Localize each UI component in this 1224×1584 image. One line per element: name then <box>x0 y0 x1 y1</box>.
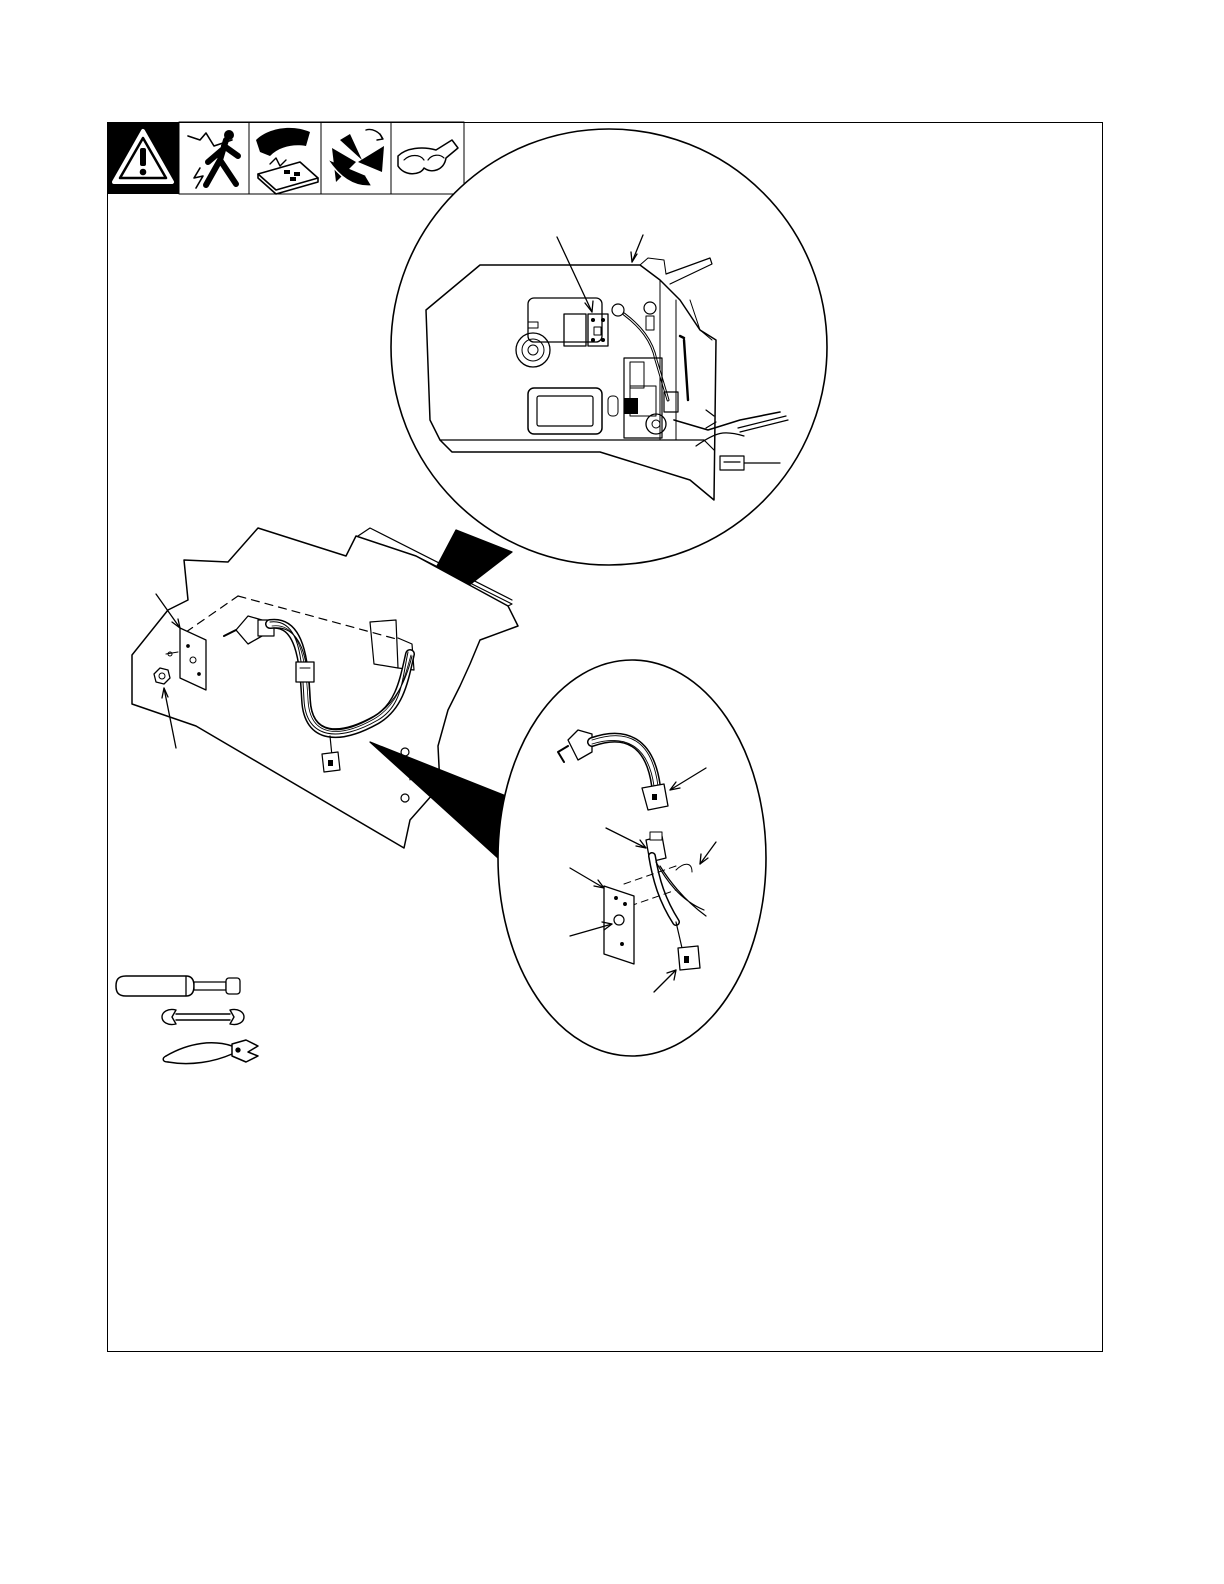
screwdriver-icon <box>116 976 240 996</box>
electric-shock-icon <box>188 130 238 188</box>
detail-oval-lower <box>498 660 766 1056</box>
tools-group <box>116 976 258 1064</box>
detail-circle-top <box>391 129 827 565</box>
moving-parts-icon <box>328 129 384 186</box>
board-static-icon <box>256 128 318 194</box>
diagonal-cutter-pliers-icon <box>163 1040 258 1064</box>
open-end-wrench-icon <box>162 1009 244 1024</box>
hazard-strip <box>107 122 464 194</box>
safety-glasses-icon <box>398 140 458 174</box>
